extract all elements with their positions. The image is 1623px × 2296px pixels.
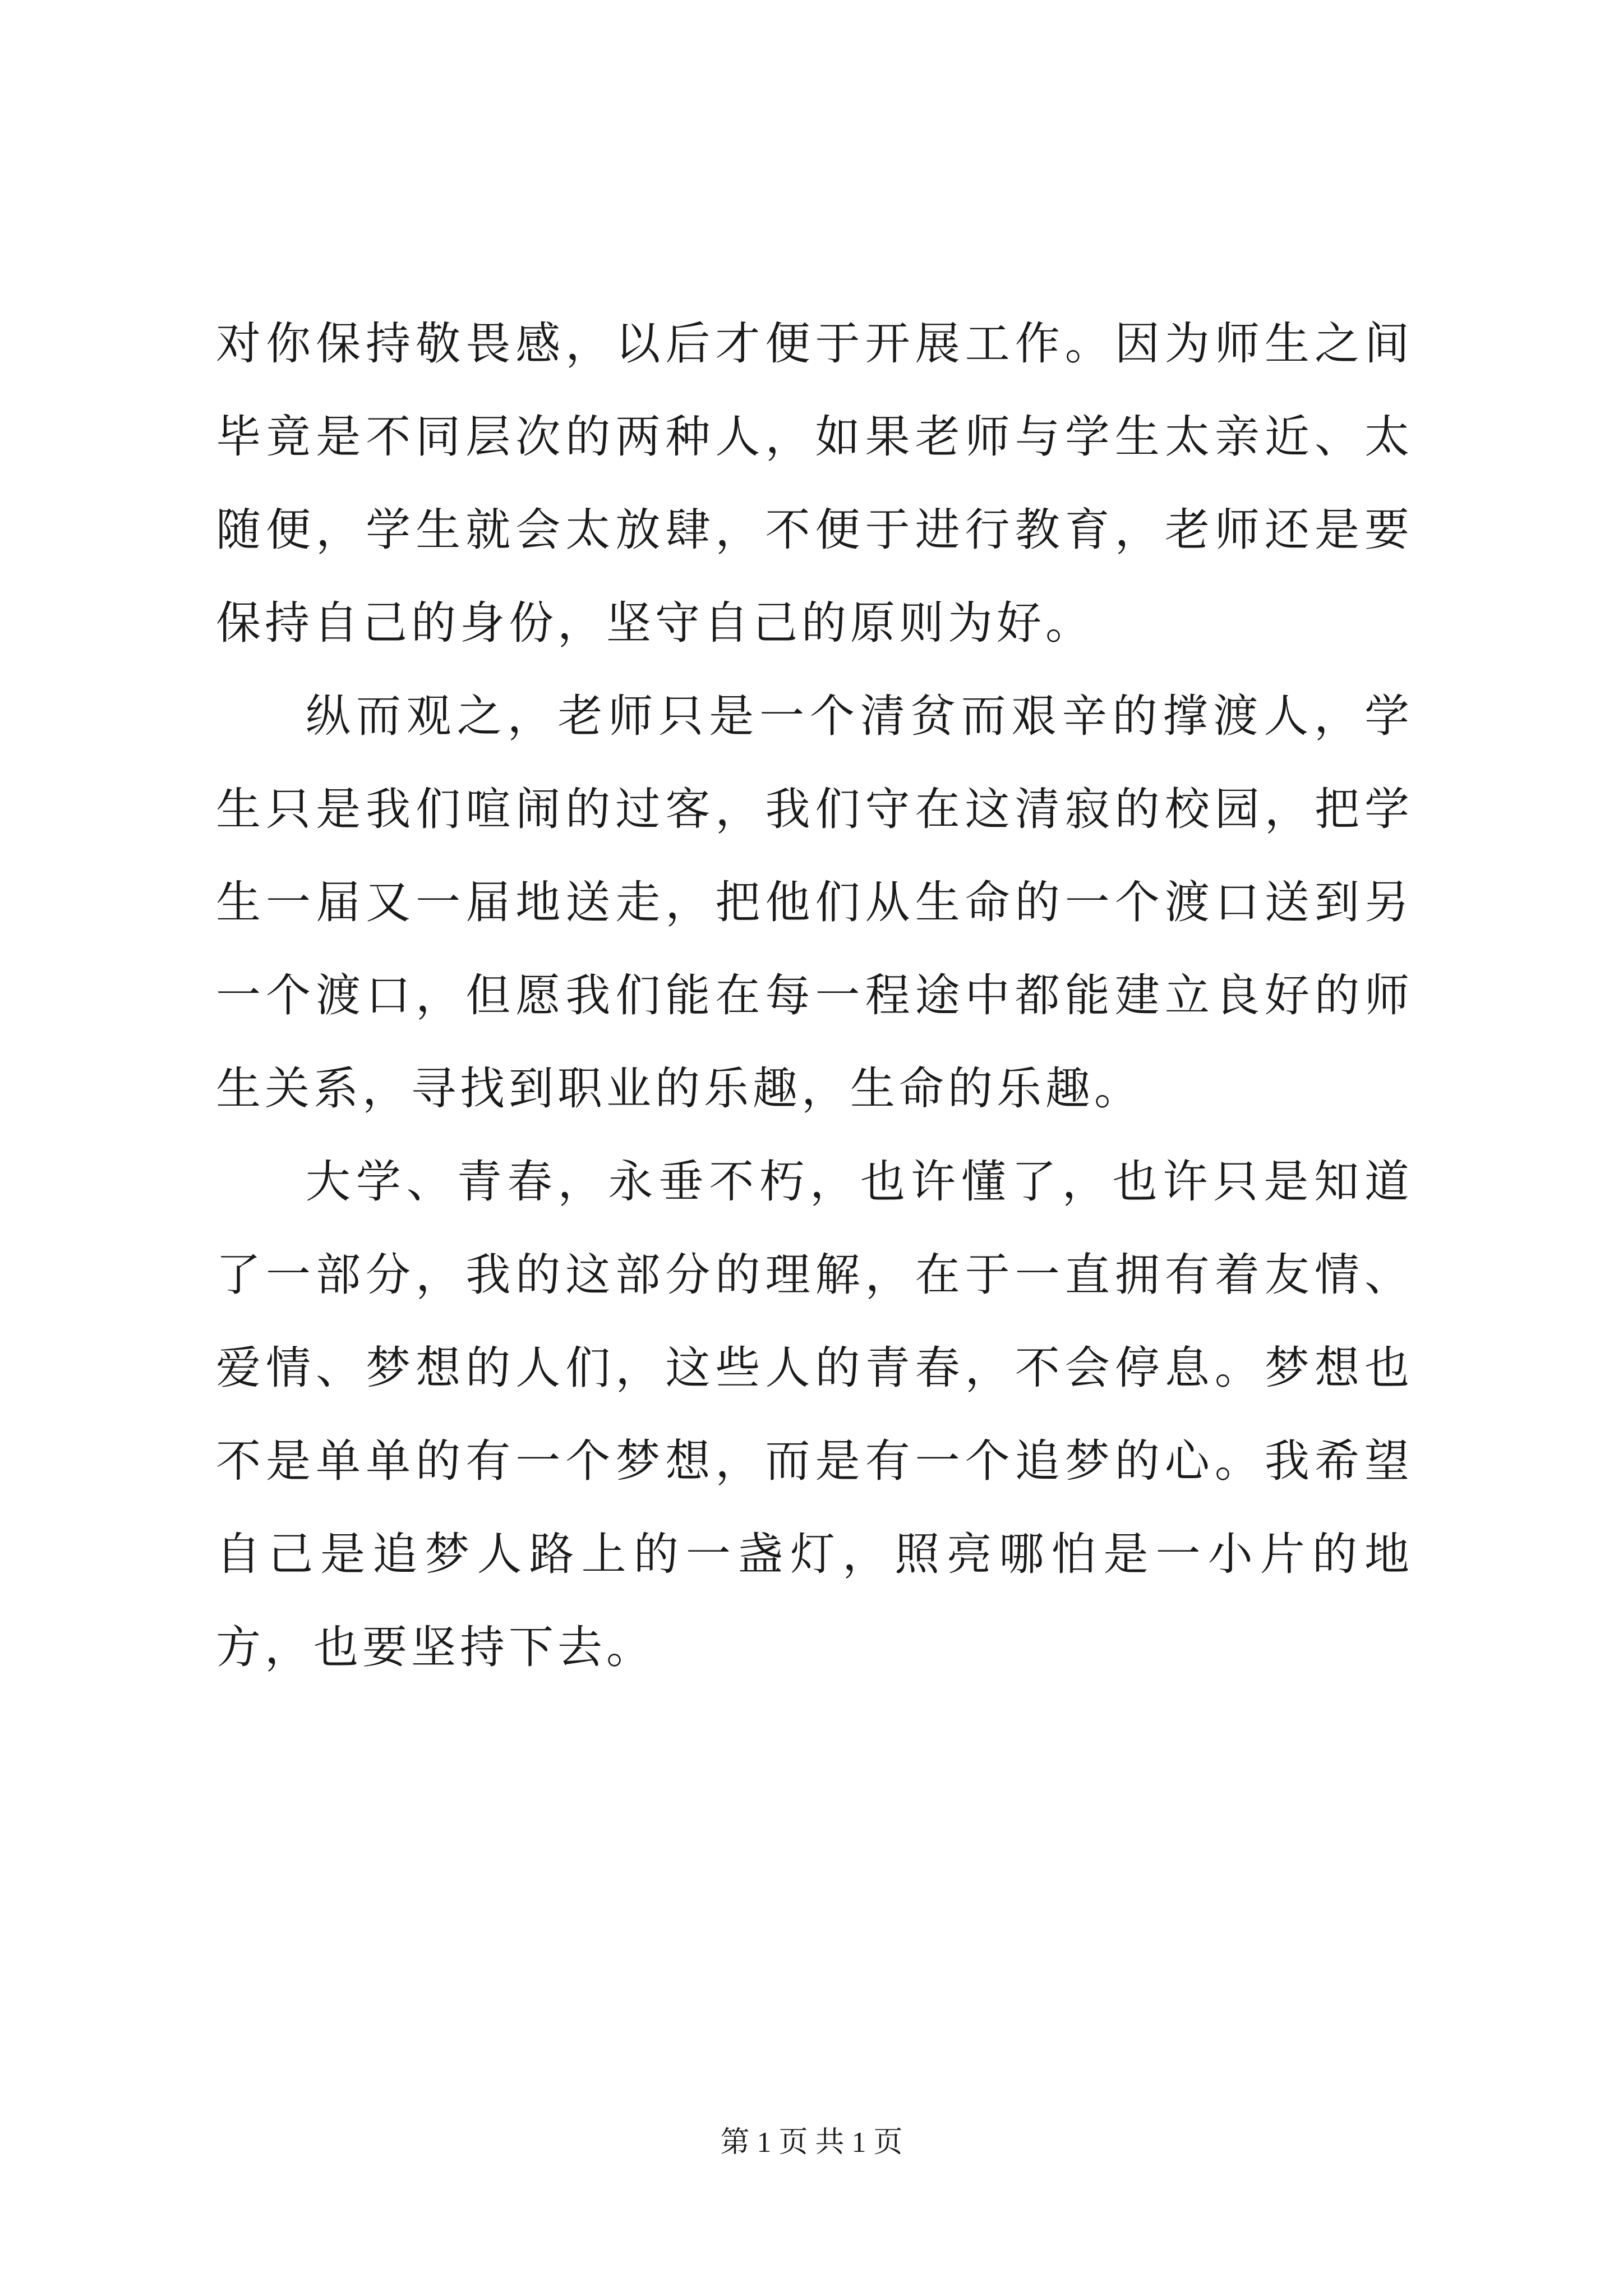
page-number-footer: 第 1 页 共 1 页 — [720, 2127, 903, 2159]
paragraph-continued: 对你保持敬畏感，以后才便于开展工作。因为师生之间毕竟是不同层次的两种人，如果老师与学生太亲近、太随便，学生就会太放肆，不便于进行教育，老师还是要保持自己的身份，坚守自己的原则为好。 — [216, 318, 1413, 649]
paragraph-youth: 大学、青春，永垂不朽，也许懂了，也许只是知道了一部分，我的这部分的理解，在于一直拥有着友情、爱情、梦想的人们，这些人的青春，不会停息。梦想也不是单单的有一个梦想，而是有一个追梦的心。我希望自己是追梦人路上的一盏灯，照亮哪怕是一小片的地方，也要坚持下去。 — [216, 1156, 1413, 1673]
document-body — [216, 297, 1413, 1694]
paragraph-conclusion: 纵而观之，老师只是一个清贫而艰辛的撑渡人，学生只是我们喧闹的过客，我们守在这清寂的校园，把学生一届又一届地送走，把他们从生命的一个渡口送到另一个渡口，但愿我们能在每一程途中都能建立良好的师生关系，寻找到职业的乐趣，生命的乐趣。 — [216, 690, 1413, 1115]
